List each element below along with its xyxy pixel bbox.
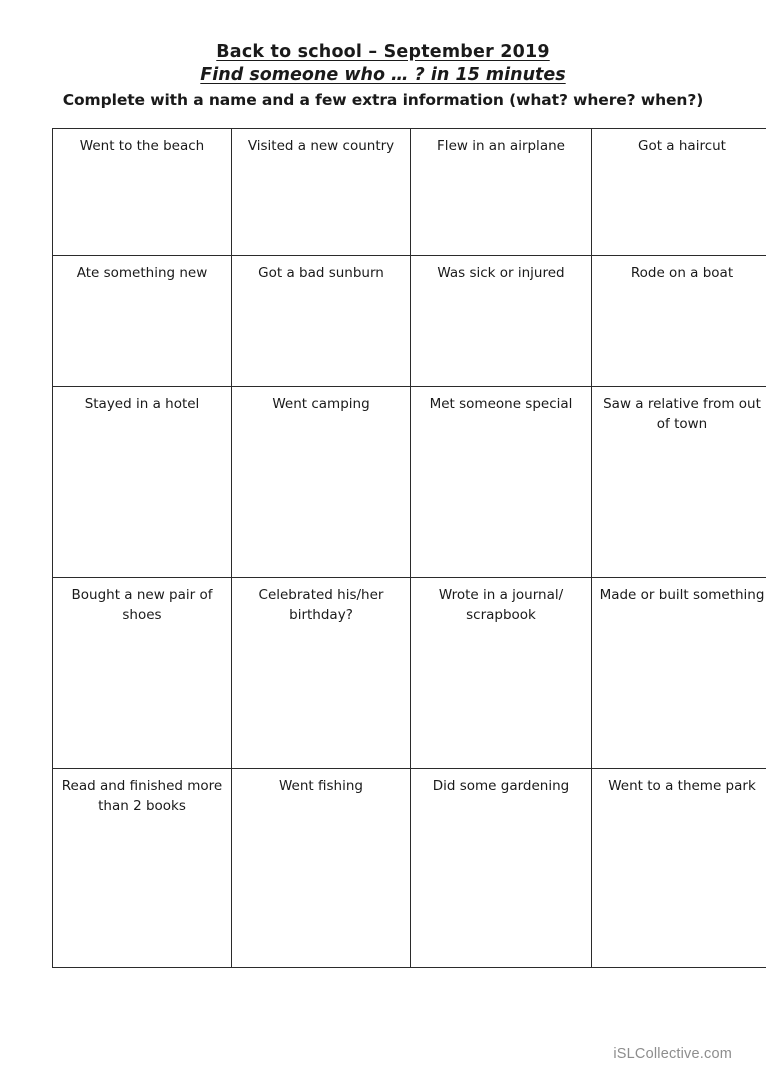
grid-cell-label: Bought a new pair of shoes (71, 587, 213, 623)
grid-cell[interactable] (411, 256, 592, 387)
grid-cell[interactable] (232, 387, 411, 578)
grid-cell-label: Went to the beach (79, 138, 205, 154)
grid-cell-label: Got a haircut (638, 138, 726, 154)
grid-cell-label: Went camping (272, 396, 370, 412)
grid-cell[interactable] (411, 578, 592, 769)
grid-cell[interactable] (592, 129, 766, 256)
grid-cell-label: Was sick or injured (437, 265, 565, 281)
grid-cell-label: Ate something new (76, 265, 208, 281)
site-watermark: iSLCollective.com (613, 1046, 732, 1062)
grid-cell[interactable] (53, 129, 232, 256)
grid-cell[interactable] (592, 387, 766, 578)
grid-cell-label: Celebrated his/her birthday? (258, 587, 384, 623)
grid-cell[interactable] (53, 769, 232, 968)
table-row (53, 387, 766, 578)
grid-cell[interactable] (232, 578, 411, 769)
table-row (53, 769, 766, 968)
grid-cell[interactable] (232, 256, 411, 387)
grid-cell-label: Wrote in a journal/ scrapbook (438, 587, 564, 623)
worksheet-instructions: Complete with a name and a few extra information (what? where? when?) (62, 91, 704, 109)
worksheet-subtitle-italic: Find someone who … ? in 15 minutes (200, 65, 566, 85)
grid-cell[interactable] (232, 769, 411, 968)
grid-cell-label: Rode on a boat (630, 265, 734, 281)
grid-cell[interactable] (592, 769, 766, 968)
grid-cell-label: Got a bad sunburn (258, 265, 384, 281)
table-row (53, 256, 766, 387)
title-secondary-wrap (0, 65, 766, 91)
grid-cell-label: Read and finished more than 2 books (61, 778, 223, 814)
bingo-grid (52, 128, 766, 968)
grid-cell[interactable] (411, 129, 592, 256)
grid-cell[interactable] (592, 256, 766, 387)
grid-cell-label: Flew in an airplane (437, 138, 565, 154)
grid-cell-label: Went to a theme park (608, 778, 756, 794)
grid-cell[interactable] (232, 129, 411, 256)
grid-cell-label: Visited a new country (247, 138, 395, 154)
grid-cell[interactable] (592, 578, 766, 769)
grid-cell[interactable] (411, 387, 592, 578)
grid-cell-label: Stayed in a hotel (84, 396, 200, 412)
bingo-grid-container (52, 128, 765, 968)
grid-cell[interactable] (53, 256, 232, 387)
grid-cell-label: Met someone special (429, 396, 573, 412)
grid-cell[interactable] (53, 578, 232, 769)
worksheet-title: Back to school – September 2019 (216, 42, 550, 62)
title-primary-wrap (0, 42, 766, 65)
grid-cell[interactable] (411, 769, 592, 968)
grid-cell-label: Did some gardening (432, 778, 570, 794)
grid-cell[interactable] (53, 387, 232, 578)
grid-cell-label: Saw a relative from out of town (603, 396, 761, 432)
grid-cell-label: Went fishing (279, 778, 363, 794)
table-row (53, 578, 766, 769)
grid-cell-label: Made or built something (599, 587, 765, 603)
table-row (53, 129, 766, 256)
worksheet-header (0, 0, 766, 109)
